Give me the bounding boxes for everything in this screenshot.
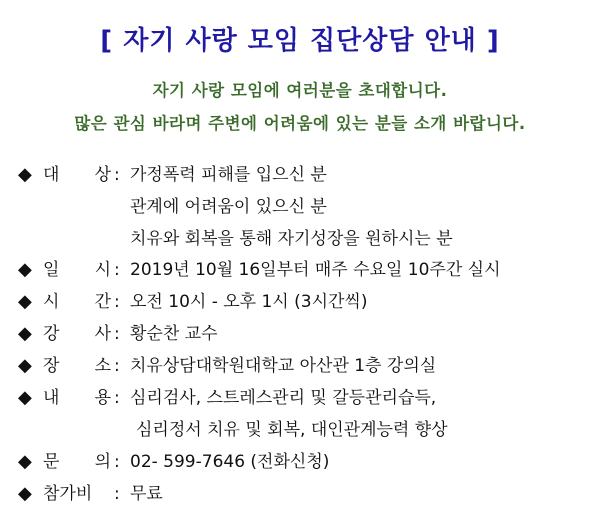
notice-title: [ 자기 사랑 모임 집단상담 안내 ] (100, 26, 500, 56)
item-value: 2019년 10월 16일부터 매주 수요일 10주간 실시 (130, 260, 501, 280)
intro-line-request: 많은 관심 바라며 주변에 어려움에 있는 분들 소개 바랍니다. (74, 114, 526, 133)
item-label: 장 소 (43, 356, 111, 376)
item-label: 문 의 (43, 452, 111, 472)
item-value-continued: 치유와 회복을 통해 자기성장을 원하시는 분 (130, 229, 453, 249)
item-value: 심리검사, 스트레스관리 및 갈등관리습득, (130, 388, 437, 408)
diamond-bullet-icon: ◆ (18, 323, 32, 344)
diamond-bullet-icon: ◆ (18, 355, 32, 376)
item-value: 오전 10시 - 오후 1시 (3시간씩) (130, 292, 368, 312)
diamond-bullet-icon: ◆ (18, 259, 32, 280)
item-colon: : (114, 324, 120, 344)
item-value-continued: 심리정서 치유 및 회복, 대인관계능력 향상 (136, 420, 448, 440)
diamond-bullet-icon: ◆ (18, 291, 32, 312)
item-value: 가정폭력 피해를 입으신 분 (130, 165, 327, 185)
item-label: 대 상 (43, 165, 111, 185)
item-colon: : (114, 452, 120, 472)
item-colon: : (114, 356, 120, 376)
diamond-bullet-icon: ◆ (18, 164, 32, 185)
item-value: 치유상담대학원대학교 아산관 1층 강의실 (130, 356, 437, 376)
item-value: 무료 (130, 484, 163, 504)
item-value: 02- 599-7646 (전화신청) (130, 452, 330, 472)
item-label: 참가비 (43, 484, 93, 504)
item-colon: : (114, 260, 120, 280)
diamond-bullet-icon: ◆ (18, 387, 32, 408)
intro-line-invitation: 자기 사랑 모임에 여러분을 초대합니다. (152, 81, 448, 100)
item-value: 황순찬 교수 (130, 324, 218, 344)
diamond-bullet-icon: ◆ (18, 451, 32, 472)
item-label: 강 사 (43, 324, 111, 344)
item-value-continued: 관계에 어려움이 있으신 분 (130, 197, 327, 217)
item-colon: : (114, 484, 120, 504)
diamond-bullet-icon: ◆ (18, 483, 32, 504)
item-colon: : (114, 388, 120, 408)
item-colon: : (114, 165, 120, 185)
item-colon: : (114, 292, 120, 312)
item-label: 내 용 (43, 388, 111, 408)
item-label: 시 간 (43, 292, 111, 312)
item-label: 일 시 (43, 260, 111, 280)
